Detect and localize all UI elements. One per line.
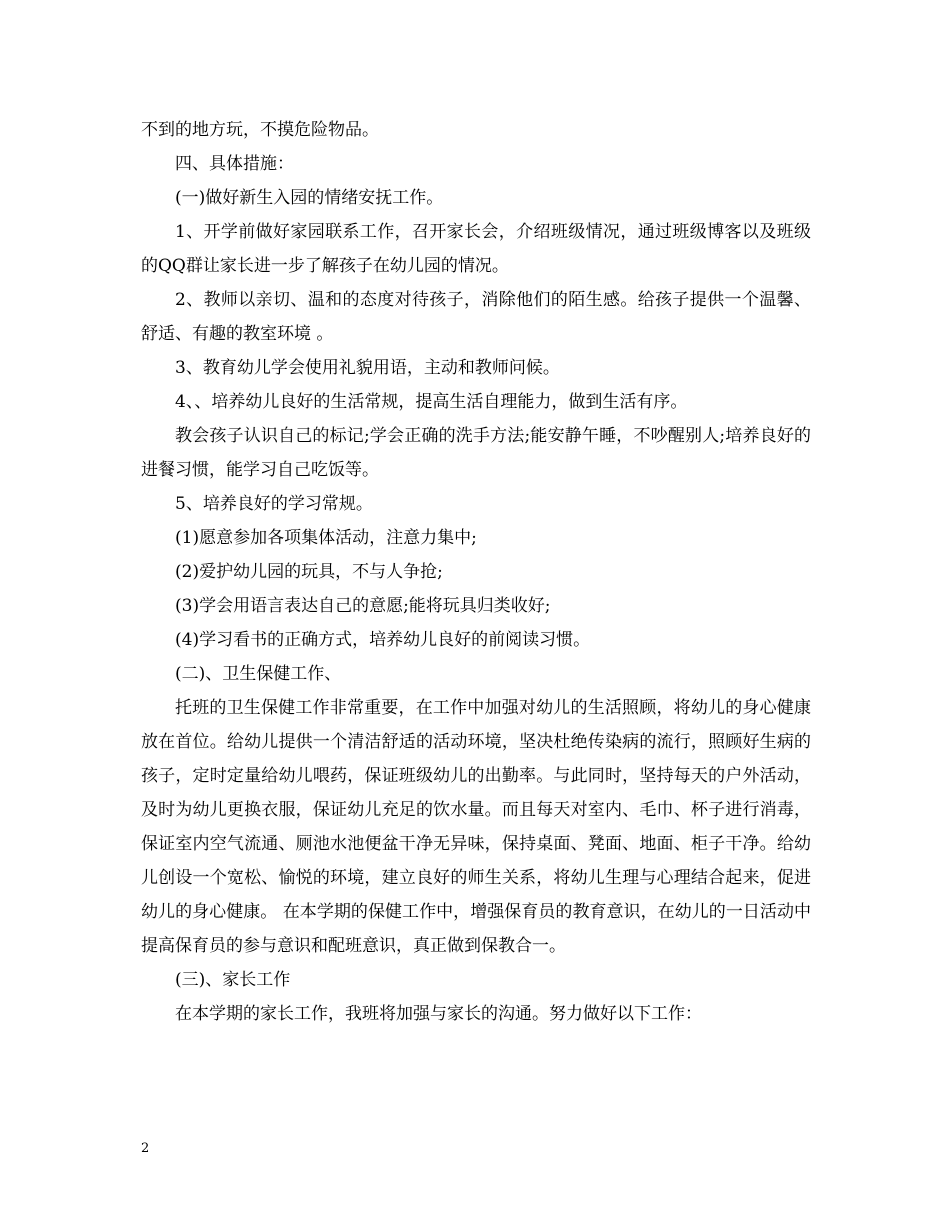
paragraph-item-5: 5、培养良好的学习常规。 [175, 494, 373, 514]
document-body [141, 113, 811, 1031]
list-item-sub-4: (4)学习看书的正确方式，培养幼儿良好的前阅读习惯。 [175, 630, 591, 650]
list-item-sub-1: (1)愿意参加各项集体活动，注意力集中; [175, 528, 477, 548]
subheading-emotional-comfort: (一)做好新生入园的情绪安抚工作。 [175, 188, 444, 208]
paragraph-health-care: 托班的卫生保健工作非常重要，在工作中加强对幼儿的生活照顾，将幼儿的身心健康放在首位。给幼儿提供一个清洁舒适的活动环境，坚决杜绝传染病的流行，照顾好生病的孩子，定时定量给幼儿喂药，保证班级幼儿的出勤率。与此同时，坚持每天的户外活动，及时为幼儿更换衣服，保证幼儿充足的饮水量。而且每天对室内、毛巾、杯子进行消毒，保证室内空气流通、厕池水池便盆干净无异味，保持桌面、凳面、地面、柜子干净。给幼儿创设一个宽松、愉悦的环境，建立良好的师生关系，将幼儿生理与心理结合起来，促进幼儿的身心健康。 在本学期的保健工作中，增强保育员的教育意识，在幼儿的一日活动中提高保育员的参与意识和配班意识，真正做到保教合一。 [141, 698, 811, 956]
paragraph-continuation: 不到的地方玩，不摸危险物品。 [141, 120, 379, 140]
subheading-parent-work: (三)、家长工作 [175, 970, 291, 990]
paragraph-item-4: 4、、培养幼儿良好的生活常规，提高生活自理能力，做到生活有序。 [175, 392, 688, 412]
paragraph-item-1: 1、开学前做好家园联系工作，召开家长会，介绍班级情况，通过班级博客以及班级的QQ群让家长进一步了解孩子在幼儿园的情况。 [141, 222, 811, 276]
paragraph-item-3: 3、教育幼儿学会使用礼貌用语，主动和教师问候。 [175, 358, 560, 378]
paragraph-item-4-detail: 教会孩子认识自己的标记;学会正确的洗手方法;能安静午睡，不吵醒别人;培养良好的进餐习惯，能学习自己吃饭等。 [141, 426, 811, 480]
paragraph-item-2: 2、教师以亲切、温和的态度对待孩子，消除他们的陌生感。给孩子提供一个温馨、舒适、有趣的教室环境 。 [141, 290, 811, 344]
section-heading-measures: 四、具体措施： [175, 154, 294, 174]
list-item-sub-2: (2)爱护幼儿园的玩具，不与人争抢; [175, 562, 443, 582]
page-number: 2 [141, 1141, 150, 1156]
list-item-sub-3: (3)学会用语言表达自己的意愿;能将玩具归类收好; [175, 596, 551, 616]
subheading-health-care: (二)、卫生保健工作、 [175, 664, 342, 684]
paragraph-parent-work: 在本学期的家长工作，我班将加强与家长的沟通。努力做好以下工作： [175, 1004, 702, 1024]
